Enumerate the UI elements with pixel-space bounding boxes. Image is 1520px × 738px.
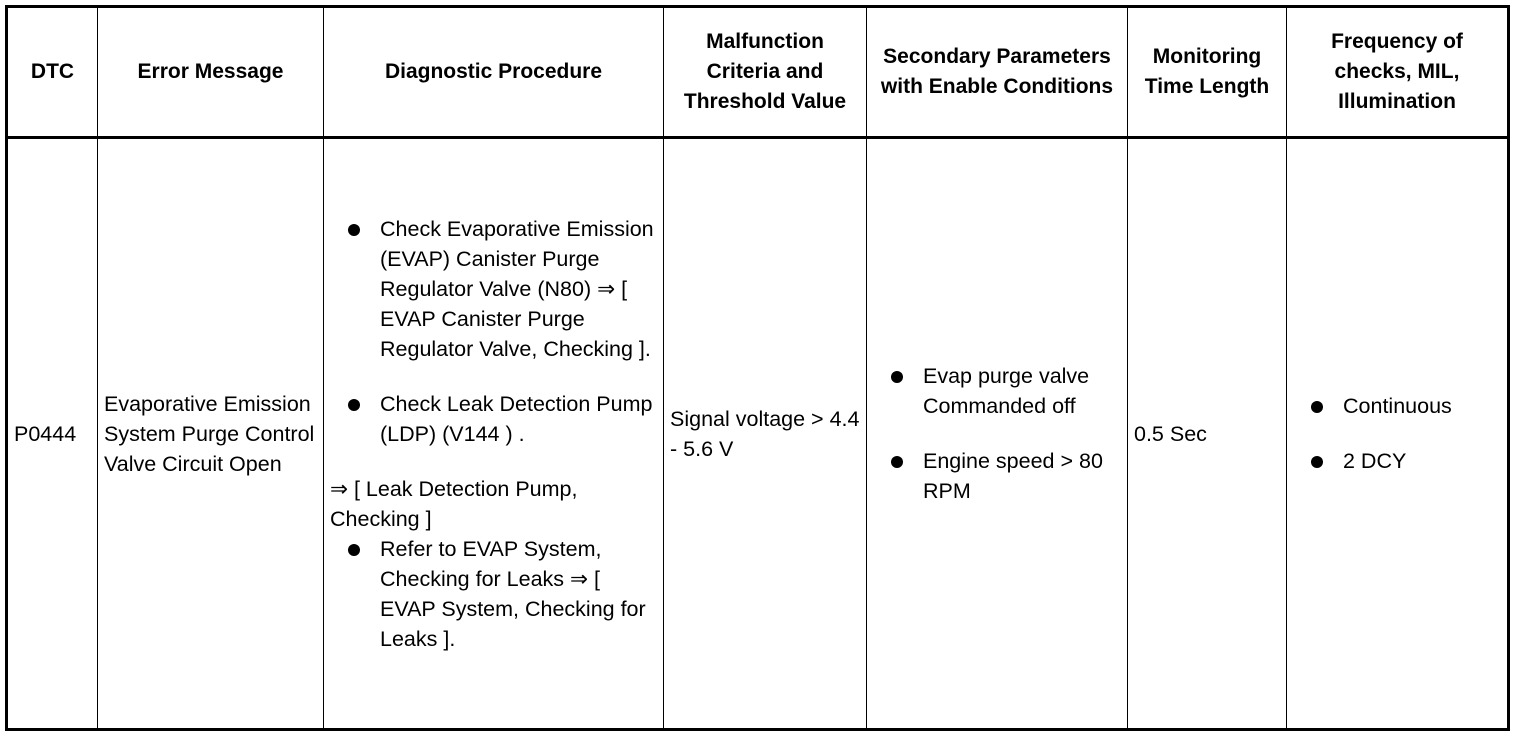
header-dtc: DTC xyxy=(7,7,98,138)
procedure-step-3: Refer to EVAP System, Checking for Leaks ⇒ [ EVAP System, Checking for Leaks ]. xyxy=(330,534,657,654)
cell-secondary-parameters xyxy=(867,138,1128,730)
secondary-parameter-item: Engine speed > 80 RPM xyxy=(873,446,1121,506)
header-secondary-parameters: Secondary Parameters with Enable Conditions xyxy=(867,7,1128,138)
cell-error-message: Evaporative Emission System Purge Control Valve Circuit Open xyxy=(98,138,324,730)
frequency-list xyxy=(1293,391,1501,476)
cell-frequency xyxy=(1287,138,1509,730)
header-row xyxy=(7,7,1509,138)
frequency-item: Continuous xyxy=(1293,391,1501,421)
dtc-table xyxy=(5,5,1510,731)
procedure-step-1: Check Evaporative Emission (EVAP) Canister Purge Regulator Valve (N80) ⇒ [ EVAP Canister Purge Regulator Valve, Checking ]. xyxy=(330,214,657,364)
procedure-step-2: Check Leak Detection Pump (LDP) (V144 ) . xyxy=(330,389,657,449)
secondary-parameters-list xyxy=(873,361,1121,506)
procedure-note: ⇒ [ Leak Detection Pump, Checking ] xyxy=(330,476,578,531)
cell-diagnostic-procedure xyxy=(324,138,664,730)
secondary-parameter-item: Evap purge valve Commanded off xyxy=(873,361,1121,421)
frequency-item: 2 DCY xyxy=(1293,446,1501,476)
header-monitoring-time: Monitoring Time Length xyxy=(1128,7,1287,138)
procedure-list-2 xyxy=(330,534,657,654)
cell-monitoring-time: 0.5 Sec xyxy=(1128,138,1287,730)
table-row xyxy=(7,138,1509,730)
header-malfunction-criteria: Malfunction Criteria and Threshold Value xyxy=(664,7,867,138)
header-error-message: Error Message xyxy=(98,7,324,138)
header-frequency: Frequency of checks, MIL, Illumination xyxy=(1287,7,1509,138)
procedure-list xyxy=(330,214,657,449)
cell-dtc: P0444 xyxy=(7,138,98,730)
header-diagnostic-procedure: Diagnostic Procedure xyxy=(324,7,664,138)
cell-malfunction-criteria: Signal voltage > 4.4 - 5.6 V xyxy=(664,138,867,730)
